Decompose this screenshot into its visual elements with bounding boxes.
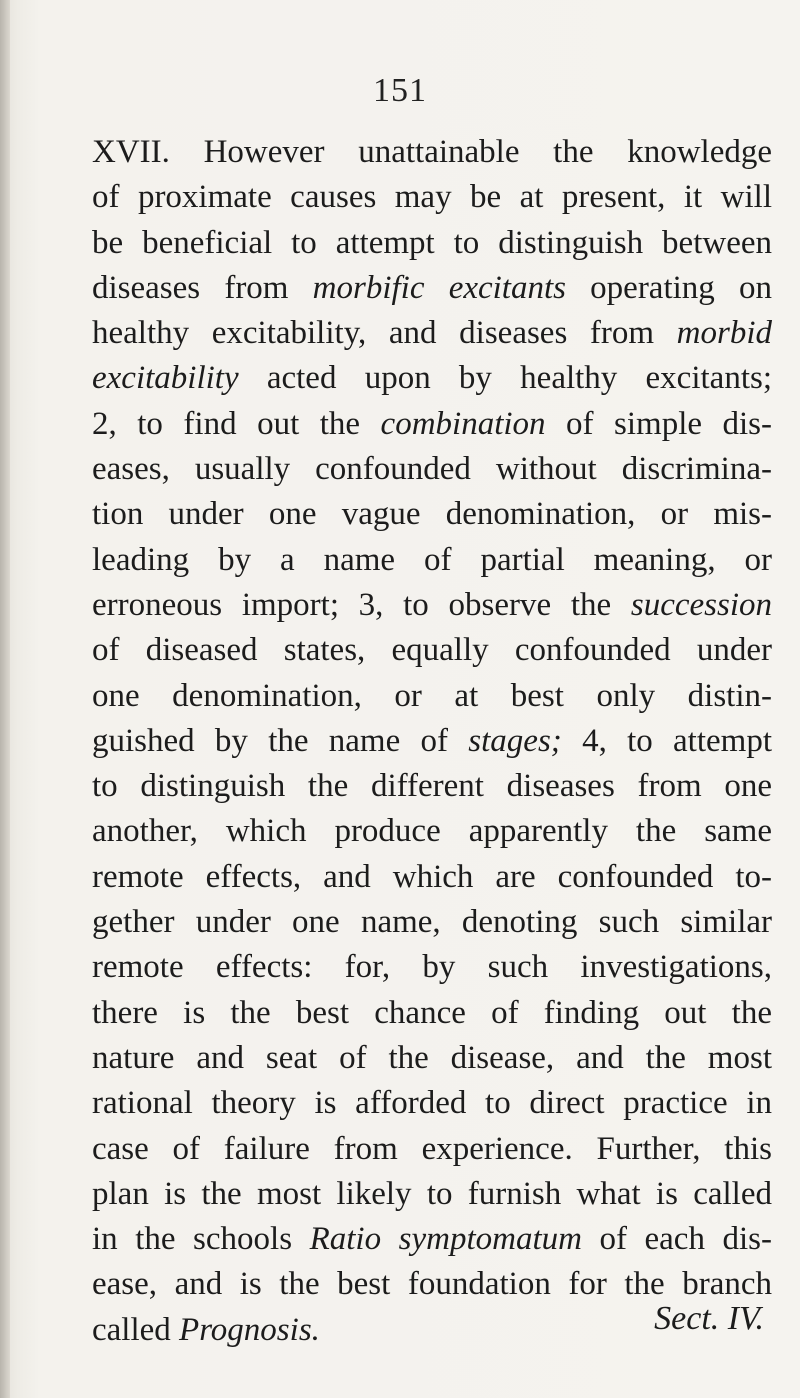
text-line-20: there is the best chance of finding out the — [92, 994, 772, 1031]
text-line-19: remote effects: for, by such investigations, — [92, 949, 772, 986]
italic-term-succession: succession — [630, 586, 772, 623]
text-line-12: of diseased states, equally confounded under — [92, 632, 772, 669]
italic-term-stages: stages; — [468, 722, 562, 759]
text-run: called — [92, 1311, 180, 1348]
text-line-23: case of failure from experience. Further, this — [92, 1130, 772, 1167]
text-line-16: another, which produce apparently the same — [92, 813, 772, 850]
text-line-21: nature and seat of the disease, and the most — [92, 1039, 772, 1076]
text-line-17: remote effects, and which are confounded to- — [92, 858, 772, 895]
italic-term-morbific-excitants: morbific excitants — [312, 269, 566, 306]
italic-term-morbid: morbid — [676, 315, 772, 352]
text-run: 4, to attempt — [561, 722, 772, 759]
italic-term-ratio-symptomatum: Ratio symptomatum — [309, 1221, 582, 1258]
text-line-7 — [92, 402, 772, 447]
text-run: of each dis- — [581, 1221, 772, 1258]
text-run: of simple dis- — [545, 405, 773, 442]
text-line-24: plan is the most likely to furnish what is called — [92, 1175, 772, 1212]
italic-term-excitability: excitability — [92, 360, 239, 397]
page-spine-shadow — [0, 0, 10, 1398]
text-line-3: be beneficial to attempt to distinguish between — [92, 224, 772, 261]
text-run: healthy excitability, and diseases from — [92, 315, 677, 352]
page-number: 151 — [373, 72, 427, 109]
text-line-11 — [92, 583, 772, 628]
catchword — [654, 1300, 764, 1338]
text-line-15: to distinguish the different diseases from one — [92, 768, 772, 805]
italic-term-combination: combination — [380, 405, 546, 442]
text-line-22: rational theory is afforded to direct practice in — [92, 1085, 772, 1122]
text-line-14 — [92, 719, 772, 764]
text-line-5 — [92, 311, 772, 356]
text-line-18: gether under one name, denoting such similar — [92, 904, 772, 941]
text-line-6 — [92, 356, 772, 401]
text-line-2: of proximate causes may be at present, it will — [92, 179, 772, 216]
text-run: acted upon by healthy excitants; — [238, 360, 772, 397]
text-line-4 — [92, 266, 772, 311]
text-run: in the schools — [92, 1221, 310, 1258]
text-line-10: leading by a name of partial meaning, or — [92, 541, 772, 578]
text-run: guished by the name of — [92, 722, 469, 759]
catchword-text: Sect. IV. — [654, 1300, 764, 1337]
text-run: erroneous import; 3, to observe the — [92, 586, 631, 623]
text-line-8: eases, usually confounded without discrimina- — [92, 451, 772, 488]
text-run: 2, to find out the — [92, 405, 381, 442]
italic-term-prognosis: Prognosis. — [179, 1311, 320, 1348]
text-line-9: tion under one vague denomination, or mis- — [92, 496, 772, 533]
text-line-26: ease, and is the best foundation for the branch — [92, 1266, 772, 1303]
text-line-1: XVII. However unattainable the knowledge — [92, 134, 772, 170]
text-line-25 — [92, 1217, 772, 1262]
text-run: operating on — [565, 269, 772, 306]
text-line-13: one denomination, or at best only distin- — [92, 677, 772, 714]
section-paragraph — [92, 130, 772, 1353]
text-run: diseases from — [92, 269, 313, 306]
